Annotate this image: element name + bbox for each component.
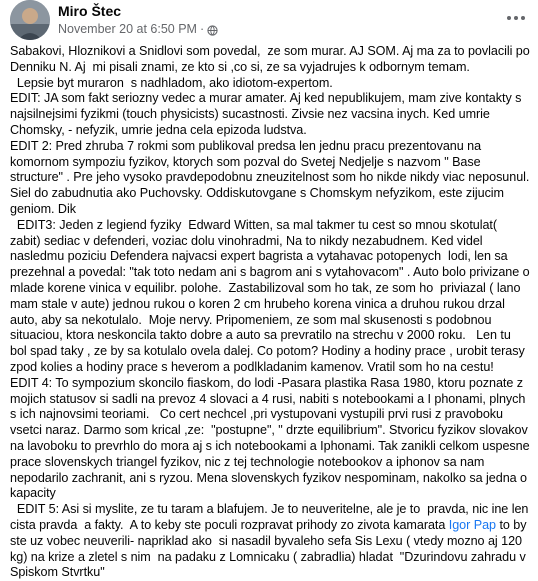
post-meta bbox=[58, 21, 218, 37]
meta-separator: · bbox=[199, 22, 205, 36]
post-text-part1: Sabakovi, Hloznikovi a Snidlovi som povedal, ze som murar. AJ SOM. Aj ma za to povlacili po Denniku N. Aj mi pisali znami, ze kto si ,co si, ze sa vyjadrujes k odbornym temam. Lepsie byt muraron s nadhladom, ako idiotom-expertom. EDIT: JA som fakt seriozny vedec a murar amater. Aj ked nepublikujem, mam zive kontakty s najsilnejsimi fyzikmi (touch physicists) sucastnosti. Zivsie nez vacsina inych. Ked umrie Chomsky, - nefyzik, umrie jedna cela epizoda ludstva. EDIT 2: Pred zhruba 7 rokmi som publikoval predsa len jednu pracu prezentovanu na komornom sympoziu fyzikov, ktorych som pozval do Svetej Nedjelje s nazvom " Base structure" . Pre jeho vysoko pravdepodobnu zneuzitelnost som ho nikde nikdy viac neposunul. Siel do zabudnutia ako Puchovsky. Oddiskutovgane s Chomskym nefyzikom, este zijucim geniom. Dik EDIT3: Jeden z legiend fyziky Edward Witten, sa mal takmer tu cest so mnou skotulat( zabit) sediac v defenderi, voziac dolu vinohradmi, Na to nikdy nezabudnem. Ked videl nasledmu poziciu Defendera najvacsi expert bagrista a vytahavac potopenych lodi, len sa prezehnal a povedal: "tak toto nedam ani s bagrom ani s vytahovacom" . Auto bolo privizane o mlade korene vinica v equilibr. polohe. Zastabilizoval som ho tak, ze som ho priviazal ( lano mam stale v aute) jednou rukou o koren 2 cm hrubeho korena vinica a druhou rukou drzal auto, aby sa nekotulalo. Moje nervy. Pripomeniem, ze som mal skusenosti s podobnou situaciou, ktora neskoncila takto dobre a auto sa prevratilo na strechu v 2000 roku. Len tu bol spad taky , ze by sa kotulalo ovela dalej. Co potom? Hodiny a hodiny prace , urobit terasy zpod kolies a hodiny prace s heverom a podlkladanim kamenov. Vratil som ho na cestu! EDIT 4: To sympozium skoncilo fiaskom, do lodi -Pasara plastika Rasa 1980, ktoru poznate z mojich statusov si sadli na prevoz 4 slovaci a 4 rusi, nabiti s notebookami a I phonami, plnych s ich najnovsimi teoriami. Co cert nechcel ,pri vystupovani vystupili prvi rusi z pravoboku vsetci naraz. Darmo som krical ,ze: "postupne", " drzte equilibrium". Stvoricu fyzikov slovakov na lavoboku to prevrhlo do mora aj s ich notebookami a Iphonami. Tak zanikli celkom uspesne prace slovenskych triangel fyzikov, nic z tej technologie notebookov a iphonov sa nam nepodarilo zachranit, ani s ryzou. Mena slovenskych fyzikov nespominam, nakolko sa jedna o kapacity EDIT 5: Asi si myslite, ze tu taram a blafujem. Je to neuveritelne, ale je to pravda, nic ine len cista pravda a fakty. A to keby ste poculi rozpravat prihody zo zivota kamarata bbox=[10, 44, 530, 532]
post-timestamp[interactable]: November 20 at 6:50 PM bbox=[58, 22, 197, 36]
post-body bbox=[10, 44, 530, 581]
more-options-icon[interactable] bbox=[504, 8, 528, 28]
post-header bbox=[10, 0, 528, 40]
globe-icon[interactable] bbox=[207, 24, 218, 35]
mention-link[interactable]: Igor Pap bbox=[448, 517, 496, 532]
post-text-part2: to by ste uz vobec neuverili- napriklad ako si nasadil byvaleho sefa Sis Lexu ( vtedy mozno aj 120 kg) na krize a zletel s nim na padaku z Lomnicaku ( zabradlia) hladat "Dzurindovu zahradu v Spiskom Stvrtku" bbox=[10, 517, 530, 580]
author-avatar[interactable] bbox=[10, 0, 50, 40]
author-name[interactable]: Miro Štec bbox=[58, 3, 122, 19]
